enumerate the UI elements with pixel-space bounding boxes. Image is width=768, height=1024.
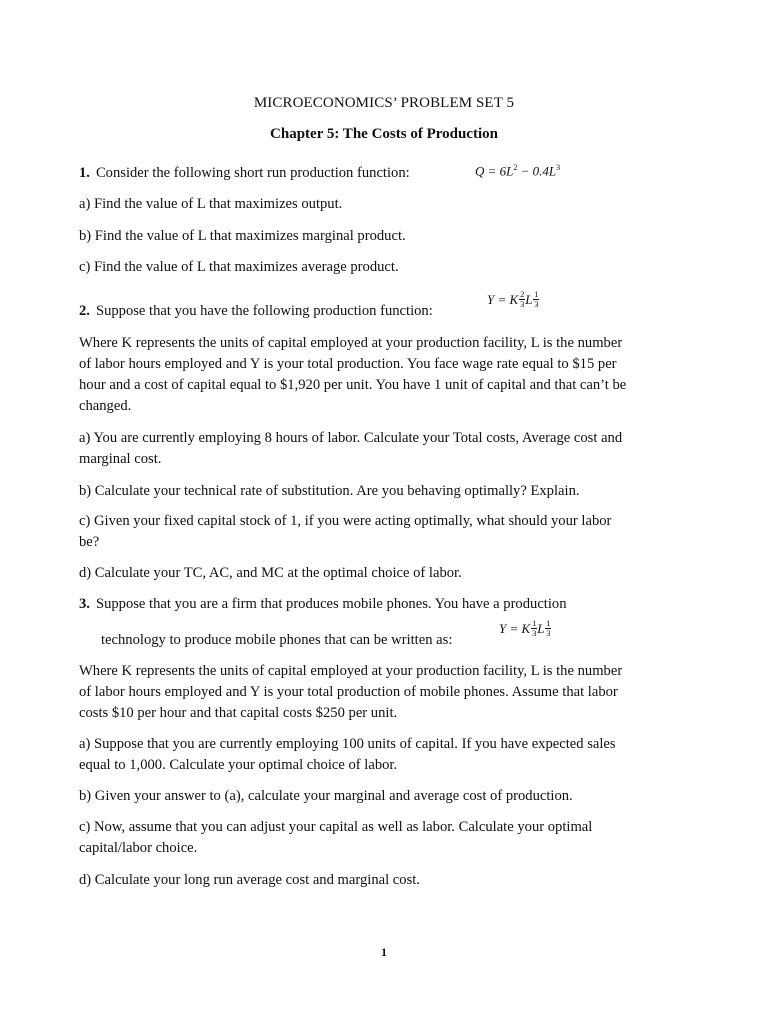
chapter-heading: Chapter 5: The Costs of Production xyxy=(270,126,498,142)
question-3-part-c: c) Now, assume that you can adjust your capital as well as labor. Calculate your optimal xyxy=(79,819,593,835)
question-number: 2. xyxy=(79,303,90,319)
question-3-part-a: a) Suppose that you are currently employing 100 units of capital. If you have expected sales xyxy=(79,736,616,752)
question-3-part-b: b) Given your answer to (a), calculate your marginal and average cost of production. xyxy=(79,788,573,804)
question-2-part-a: a) You are currently employing 8 hours of labor. Calculate your Total costs, Average cost and xyxy=(79,430,623,446)
question-2-part-c: c) Given your fixed capital stock of 1, if you were acting optimally, what should your labor xyxy=(79,513,612,529)
production-function-equation: Y = K $\frac{1}{3}$ L $\frac{1}{3}$ xyxy=(499,618,551,638)
question-number: 1. xyxy=(79,165,90,181)
question-1 xyxy=(79,163,693,184)
page-number: 1 xyxy=(381,945,387,959)
question-2 xyxy=(79,289,693,322)
question-2-body-line: changed. xyxy=(79,398,132,414)
question-3-text: Suppose that you are a firm that produces mobile phones. You have a production xyxy=(95,596,567,612)
question-3-body-line: Where K represents the units of capital employed at your production facility, L is the number xyxy=(79,663,623,679)
question-3-part-d: d) Calculate your long run average cost and marginal cost. xyxy=(79,872,420,888)
question-3-body-line: of labor hours employed and Y is your total production of mobile phones. Assume that labor xyxy=(79,684,618,700)
question-3-part-c: capital/labor choice. xyxy=(79,840,198,856)
question-1-part-a: a) Find the value of L that maximizes output. xyxy=(79,196,343,212)
question-1-text: Consider the following short run production function: xyxy=(95,165,410,181)
question-2-text: Suppose that you have the following production function: xyxy=(95,303,433,319)
question-2-body-line: of labor hours employed and Y is your total production. You face wage rate equal to $15 per xyxy=(79,356,617,372)
question-2-body-line: hour and a cost of capital equal to $1,920 per unit. You have 1 unit of capital and that can’t be xyxy=(79,377,627,393)
document-title: MICROECONOMICS’ PROBLEM SET 5 xyxy=(253,95,515,111)
question-1-part-b: b) Find the value of L that maximizes marginal product. xyxy=(79,228,406,244)
question-2-part-b: b) Calculate your technical rate of substitution. Are you behaving optimally? Explain. xyxy=(79,483,580,499)
question-2-part-c: be? xyxy=(79,534,100,550)
question-3 xyxy=(79,594,693,615)
question-3-body-line: costs $10 per hour and that capital costs $250 per unit. xyxy=(79,705,398,721)
question-3-part-a: equal to 1,000. Calculate your optimal choice of labor. xyxy=(79,757,398,773)
production-function-equation: $Q = 6L^2 - 0.4L^3$ xyxy=(475,163,561,179)
question-1-part-c: c) Find the value of L that maximizes average product. xyxy=(79,259,399,275)
question-2-body-line: Where K represents the units of capital employed at your production facility, L is the number xyxy=(79,335,623,351)
question-2-part-a: marginal cost. xyxy=(79,451,162,467)
production-function-equation: Y = K $\frac{2}{3}$ L $\frac{1}{3}$ xyxy=(487,289,539,309)
question-number: 3. xyxy=(79,596,90,612)
question-3-text-continued: technology to produce mobile phones that can be written as: Y = K $\frac{1}{3}$ L $\frac{1}{3}$ xyxy=(101,618,551,648)
question-2-part-d: d) Calculate your TC, AC, and MC at the optimal choice of labor. xyxy=(79,565,462,581)
